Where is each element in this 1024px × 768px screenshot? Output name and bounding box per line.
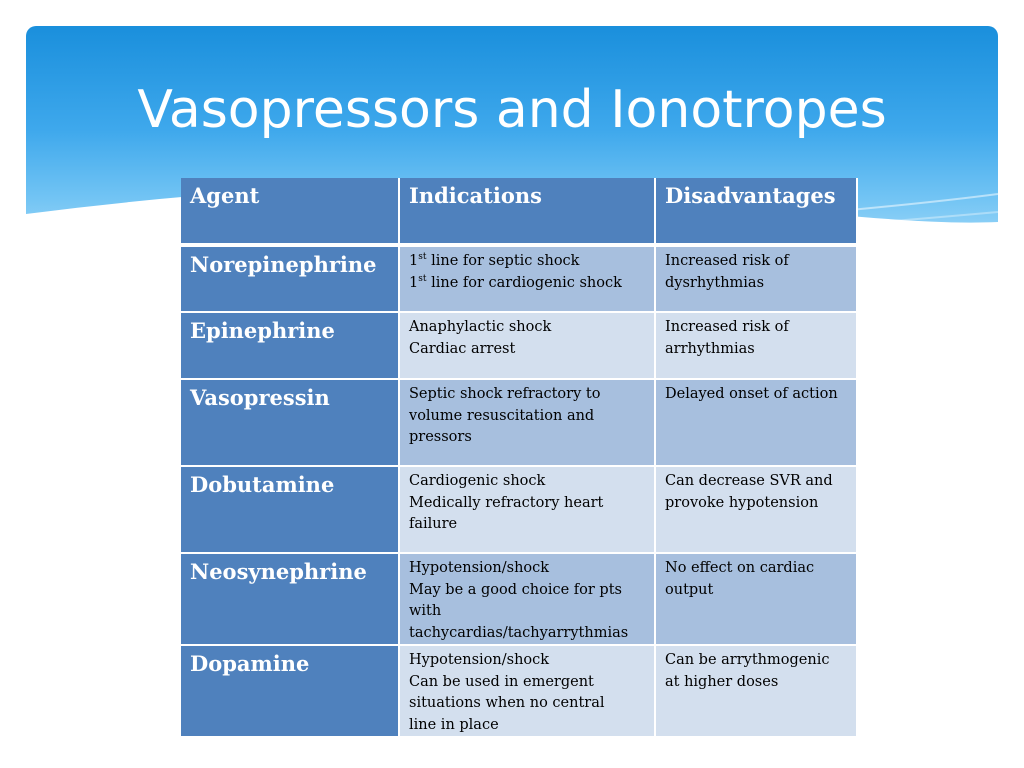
table-row bbox=[181, 313, 858, 380]
indications-cell: Hypotension/shock May be a good choice for pts with tachycardias/tachyarrythmias bbox=[400, 554, 656, 646]
indication-line: 1st line for septic shock bbox=[409, 252, 580, 269]
indications-cell: Hypotension/shock Can be used in emergent situations when no central line in place bbox=[400, 646, 656, 738]
disadvantages-cell: Can be arrythmogenic at higher doses bbox=[656, 646, 858, 738]
table-row bbox=[181, 554, 858, 646]
table-row bbox=[181, 380, 858, 467]
header-agent: Agent bbox=[181, 178, 400, 247]
agent-cell: Neosynephrine bbox=[181, 554, 400, 646]
indications-cell: Cardiogenic shock Medically refractory heart failure bbox=[400, 467, 656, 554]
disadvantages-cell: Can decrease SVR and provoke hypotension bbox=[656, 467, 858, 554]
table-row bbox=[181, 646, 858, 738]
agent-cell: Vasopressin bbox=[181, 380, 400, 467]
agent-cell: Epinephrine bbox=[181, 313, 400, 380]
disadvantages-cell: Increased risk of arrhythmias bbox=[656, 313, 858, 380]
header-disadvantages: Disadvantages bbox=[656, 178, 858, 247]
indication-line: 1st line for cardiogenic shock bbox=[409, 273, 622, 291]
table-header-row bbox=[181, 178, 858, 247]
vasopressor-table bbox=[181, 178, 858, 738]
agent-cell: Dopamine bbox=[181, 646, 400, 738]
table-row bbox=[181, 467, 858, 554]
indications-cell: Anaphylactic shock Cardiac arrest bbox=[400, 313, 656, 380]
indications-cell: Septic shock refractory to volume resuscitation and pressors bbox=[400, 380, 656, 467]
agent-cell: Norepinephrine bbox=[181, 247, 400, 313]
disadvantages-cell: Delayed onset of action bbox=[656, 380, 858, 467]
agent-cell: Dobutamine bbox=[181, 467, 400, 554]
slide-title: Vasopressors and Ionotropes bbox=[137, 80, 887, 140]
header-indications: Indications bbox=[400, 178, 656, 247]
disadvantages-cell: No effect on cardiac output bbox=[656, 554, 858, 646]
disadvantages-cell: Increased risk of dysrhythmias bbox=[656, 247, 858, 313]
indications-cell bbox=[400, 247, 656, 313]
table-row bbox=[181, 247, 858, 313]
